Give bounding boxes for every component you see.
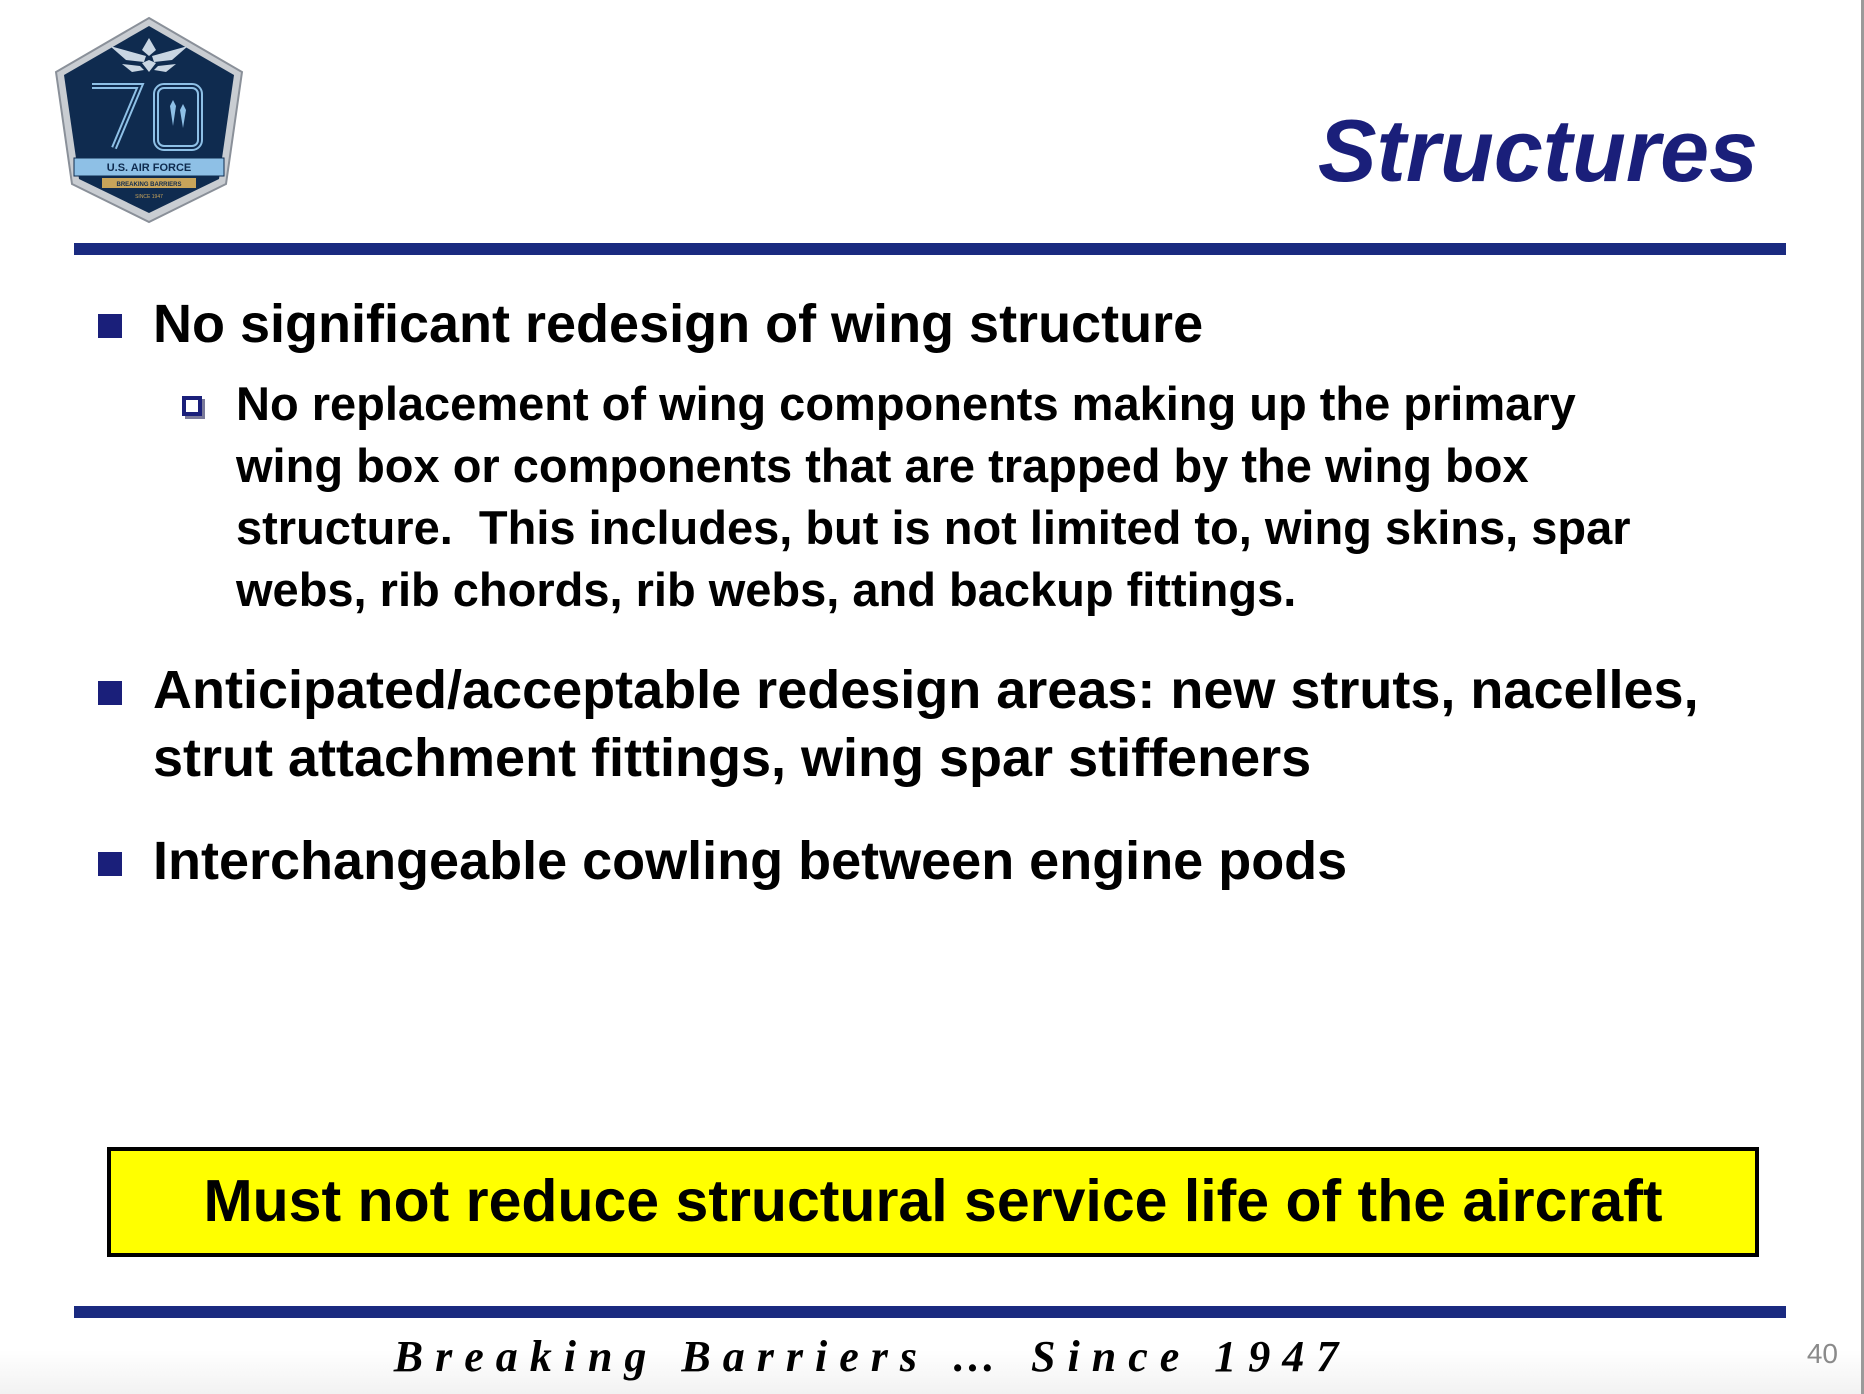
sub-bullet-1 xyxy=(236,373,1816,621)
sub-bullet-1-line-3: structure. This includes, but is not limited to, wing skins, spar xyxy=(236,501,1631,554)
bullet-1-text: No significant redesign of wing structure xyxy=(153,294,1204,354)
bullet-2-line-1: Anticipated/acceptable redesign areas: new struts, nacelles, xyxy=(153,660,1699,720)
bullet-1 xyxy=(153,290,1793,358)
air-force-70th-anniversary-logo xyxy=(52,16,246,224)
bullet-2-line-2: strut attachment fittings, wing spar stiffeners xyxy=(153,728,1312,788)
logo-since-text: SINCE 1947 xyxy=(135,194,163,200)
page-number: 40 xyxy=(1806,1338,1838,1369)
footer-tagline: Breaking Barriers … Since 1947 xyxy=(393,1332,1351,1381)
footer-divider xyxy=(74,1306,1786,1318)
bullet-3 xyxy=(153,827,1793,895)
bullet-square-icon xyxy=(98,852,122,876)
sub-bullet-1-line-1: No replacement of wing components making up the primary xyxy=(236,377,1576,430)
sub-bullet-1-line-2: wing box or components that are trapped by the wing box xyxy=(236,439,1529,492)
callout-box: Must not reduce structural service life of the aircraft xyxy=(107,1147,1759,1257)
bullet-3-text: Interchangeable cowling between engine pods xyxy=(153,831,1348,891)
sub-bullet-1-line-4: webs, rib chords, rib webs, and backup fittings. xyxy=(236,563,1297,616)
page-title: Structures xyxy=(1317,101,1758,200)
hollow-square-bullet-icon xyxy=(182,396,202,416)
logo-motto-text: BREAKING BARRIERS xyxy=(116,182,182,188)
bullet-2 xyxy=(153,656,1793,792)
bullet-square-icon xyxy=(98,681,122,705)
header-divider xyxy=(74,243,1786,255)
logo-org-text: U.S. AIR FORCE xyxy=(106,162,192,174)
bullet-square-icon xyxy=(98,314,122,338)
